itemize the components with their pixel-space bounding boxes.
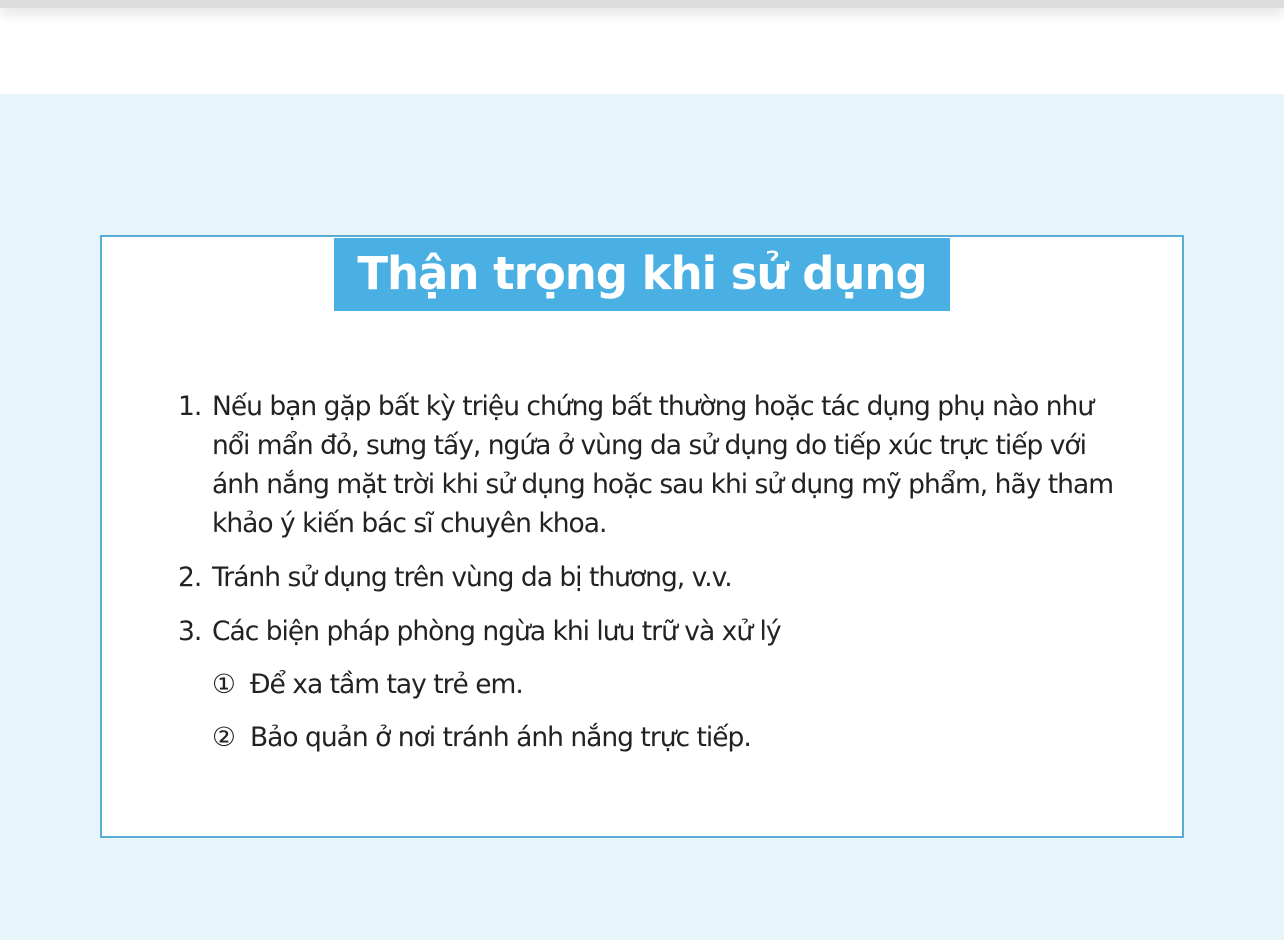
list-item-text: Tránh sử dụng trên vùng da bị thương, v.v. [212, 562, 732, 593]
sub-item-2 [212, 718, 1118, 757]
list-item-3 [178, 612, 1118, 651]
caution-card [100, 235, 1184, 838]
list-item-number: 1. [178, 391, 202, 422]
list-item-number: 3. [178, 616, 202, 647]
header-shadow [0, 0, 1284, 8]
sub-item-text: Bảo quản ở nơi tránh ánh nắng trực tiếp. [250, 722, 751, 753]
caution-title: Thận trọng khi sử dụng [357, 247, 927, 300]
list-item-number: 2. [178, 562, 202, 593]
list-item-text: Các biện pháp phòng ngừa khi lưu trữ và xử lý [212, 616, 781, 647]
list-item-text: Nếu bạn gặp bất kỳ triệu chứng bất thường hoặc tác dụng phụ nào như nổi mẩn đỏ, sưng tấy, ngứa ở vùng da sử dụng do tiếp xúc trực tiếp với ánh nắng mặt trời khi sử dụng hoặc sau khi sử dụng mỹ phẩm, hãy tham khảo ý kiến bác sĩ chuyên khoa. [212, 391, 1114, 539]
list-item-1 [178, 387, 1118, 543]
list-item-2 [178, 558, 1118, 597]
top-header-strip [0, 0, 1284, 94]
title-banner [334, 238, 950, 311]
circled-number-2: ② [212, 722, 235, 753]
sub-item-1 [212, 665, 1118, 704]
caution-list [178, 387, 1118, 757]
sub-item-text: Để xa tầm tay trẻ em. [250, 669, 523, 700]
circled-number-1: ① [212, 669, 235, 700]
